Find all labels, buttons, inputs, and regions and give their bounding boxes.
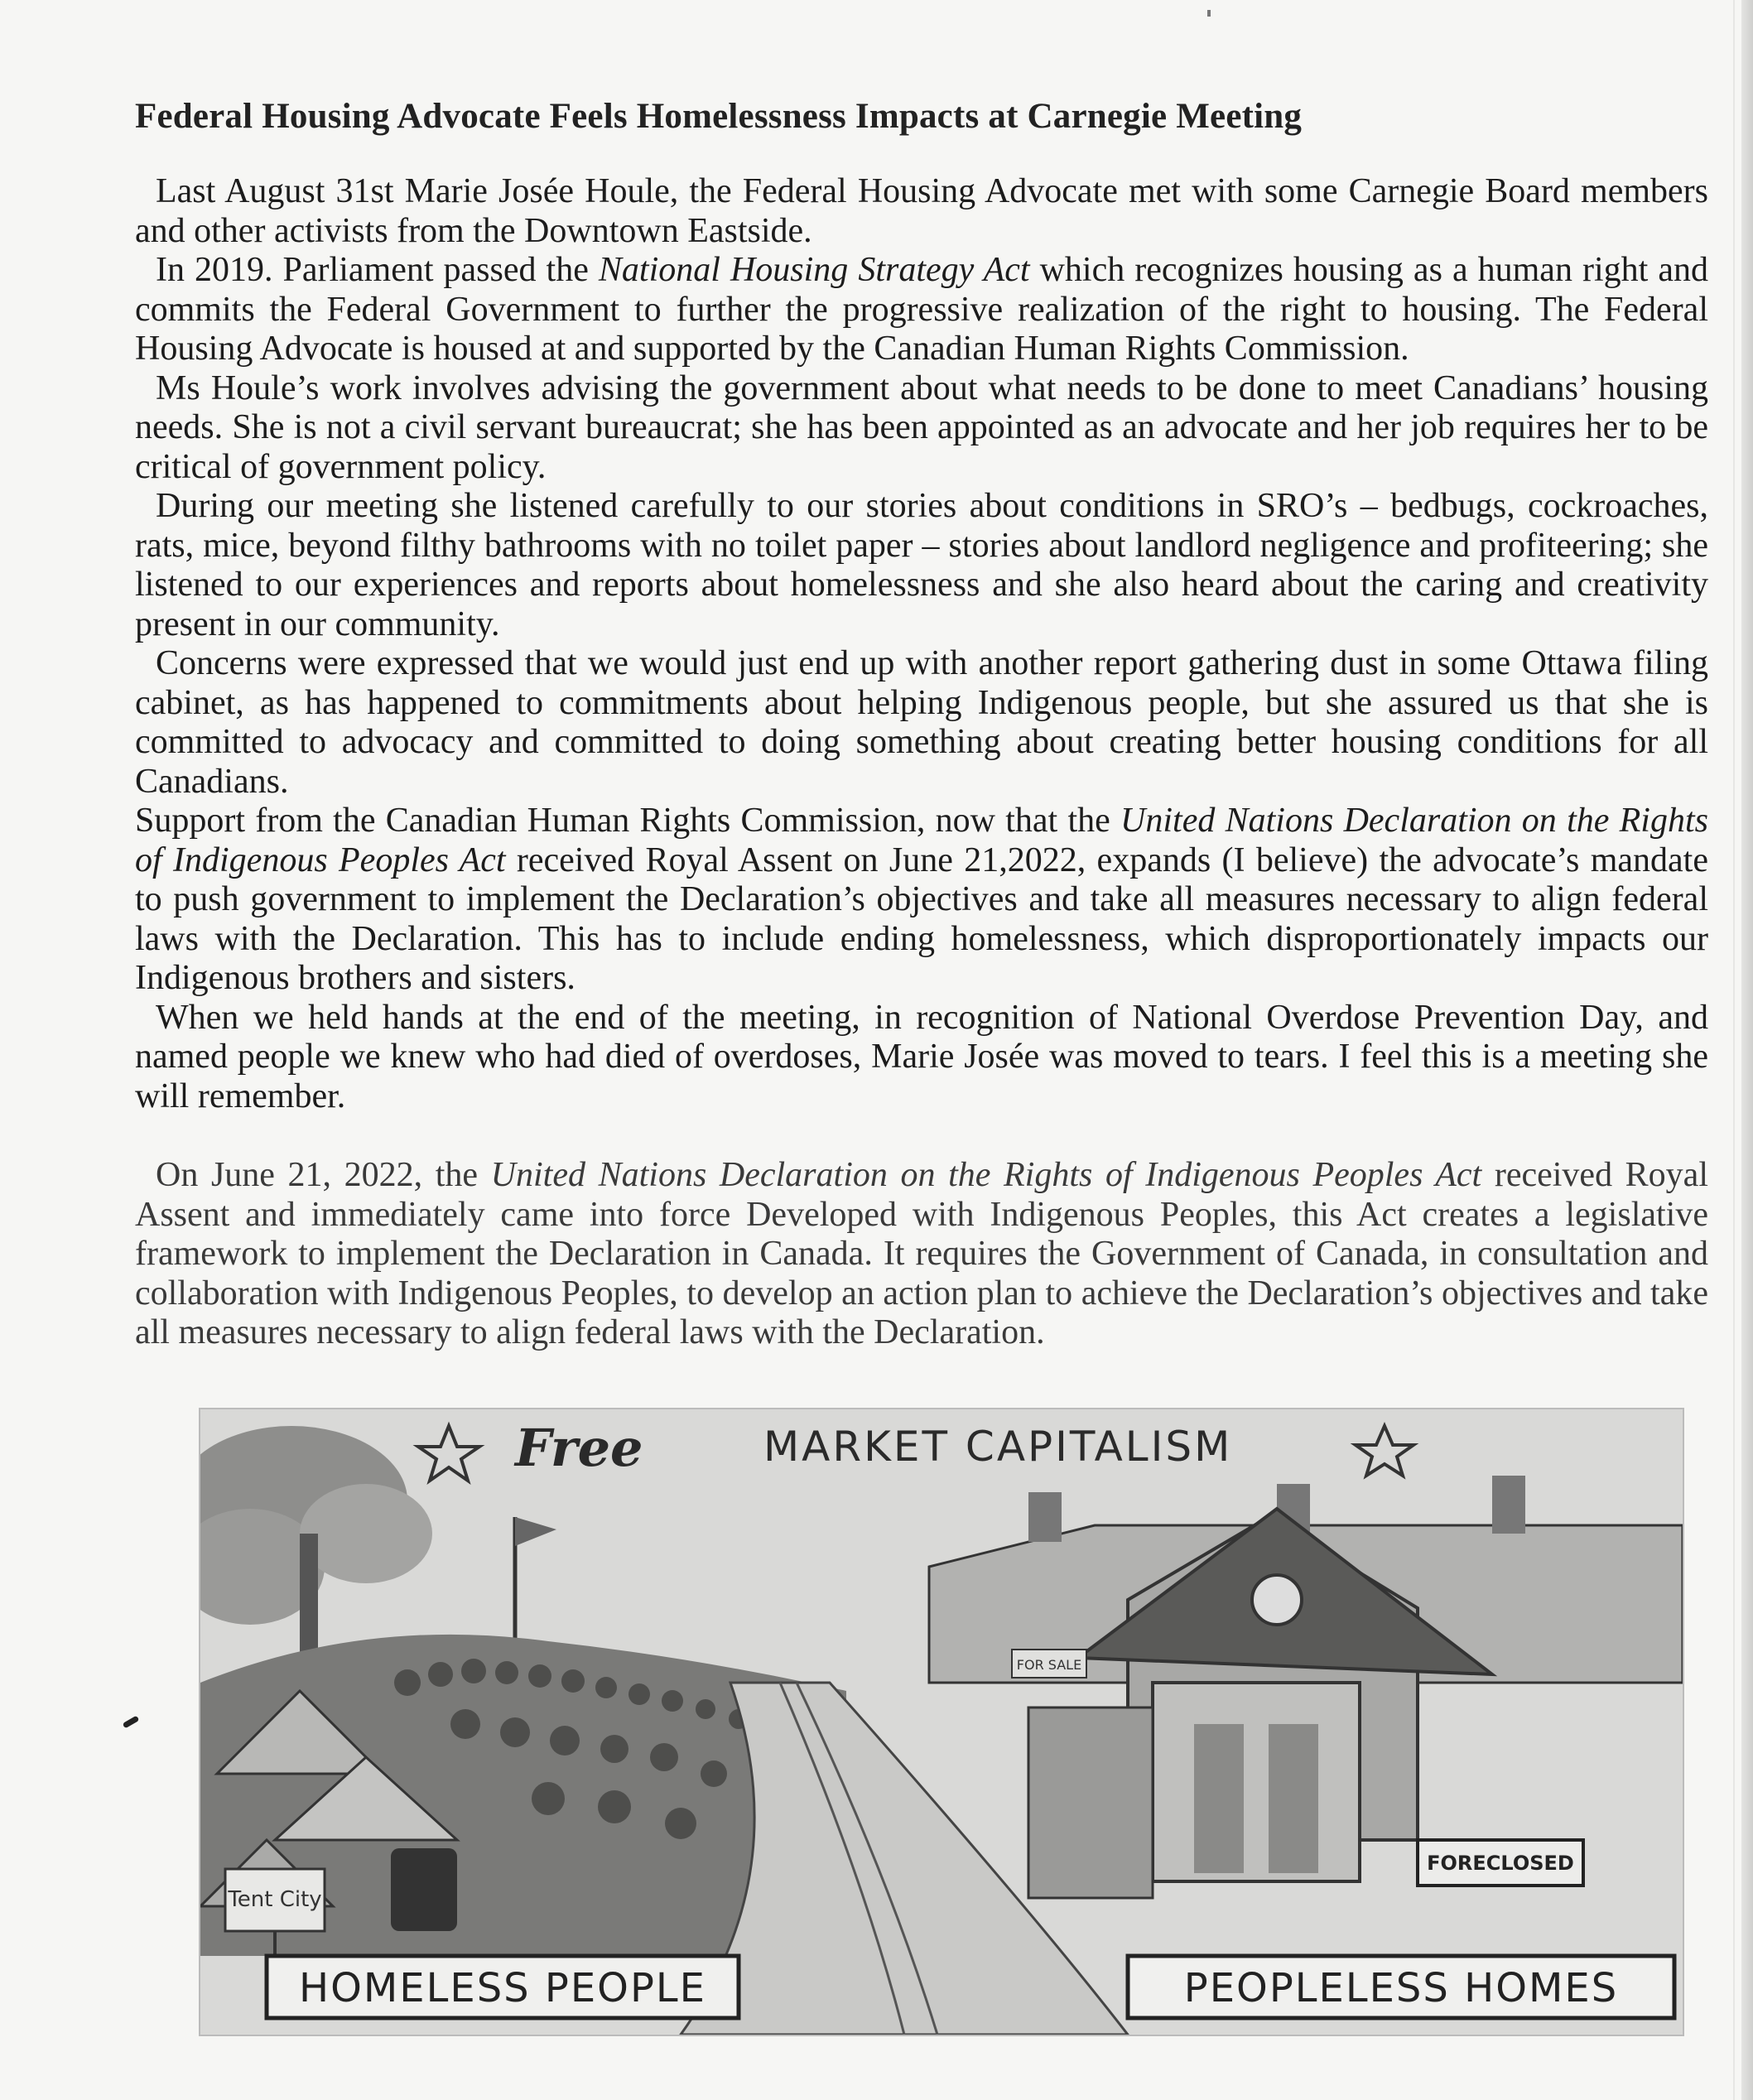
cartoon-title-free: Free [515, 1418, 643, 1478]
paragraph-2 [135, 251, 1708, 369]
cartoon-drawing [200, 1409, 1683, 2035]
peopleless-homes-banner [1128, 1956, 1674, 2018]
paragraph-3: Ms Houle’s work involves advising the government about what needs to be done to meet Canadians’ housing needs. She is not a civil servant bureaucrat; she has been appointed as an advocate and her job requires her to be critical of government policy. [135, 368, 1708, 486]
article-body [135, 172, 1708, 1353]
page-edge [1741, 0, 1753, 2100]
page-edge-line [1733, 0, 1735, 2100]
homeless-people-label: HOMELESS PEOPLE [299, 1965, 706, 2011]
paragraph-7: When we held hands at the end of the meeting, in recognition of National Overdose Prevention Day, and named people we knew who had died of overdoses, Marie Josée was moved to tears. I feel this is a meeting she will remember. [135, 998, 1708, 1115]
paragraph-4: During our meeting she listened carefully to our stories about conditions in SRO’s – bedbugs, cockroaches, rats, mice, beyond filthy bathrooms with no toilet paper – stories about landlord negligence and profiteering; she listened to our experiences and reports about homelessness and she also heard about the caring and creativity present in our community. [135, 487, 1708, 643]
paragraph-8-text-a: On June 21, 2022, the [156, 1156, 491, 1194]
paragraph-6 [135, 802, 1708, 999]
paragraph-2-text-b: which recognizes housing as a human right and commits the Federal Government to further the progressive realization of the right to housing. The Federal Housing Advocate is housed at and supported by the Canadian Human Rights Commission. [135, 251, 1708, 368]
paragraph-2-text-a: In 2019. Parliament passed the [156, 251, 599, 289]
paragraph-5: Concerns were expressed that we would just end up with another report gathering dust in some Ottawa filing cabinet, as has happened to commitments about helping Indigenous people, but she assured us that she is committed to advocacy and committed to doing something about creating better housing conditions for all Canadians. [135, 644, 1708, 801]
for-sale-label: FOR SALE [1016, 1657, 1082, 1673]
paragraph-1: Last August 31st Marie Josée Houle, the Federal Housing Advocate met with some Carnegie Board members and other activists from the Downtown Eastside. [135, 172, 1708, 250]
peopleless-homes-label: PEOPLELESS HOMES [1183, 1965, 1619, 2011]
act-title-undrip-2: United Nations Declaration on the Rights of Indigenous Peoples Act [490, 1156, 1482, 1194]
editorial-cartoon [199, 1408, 1684, 2036]
homeless-people-banner [267, 1956, 739, 2018]
paragraph-8 [135, 1156, 1708, 1353]
paragraph-6-text-b: received Royal Assent on June 21,2022, expands (I believe) the advocate’s mandate to push government to implement the Declaration’s objectives and take all measures necessary to align federal laws with the Declaration. This has to include ending homelessness, which disproportionately impacts our Indigenous brothers and sisters. [135, 840, 1708, 997]
paragraph-8-text-b: received Royal Assent and immediately came into force Developed with Indigenous Peoples, this Act creates a legislative framework to implement the Declaration in Canada. It requires the Government of Canada, in consultation and collaboration with Indigenous Peoples, to develop an action plan to achieve the Declaration’s objectives and take all measures necessary to align federal laws with the Declaration. [135, 1156, 1708, 1351]
scan-mark [123, 1715, 140, 1728]
foreclosed-label: FORECLOSED [1427, 1852, 1574, 1875]
foreclosed-sign [1418, 1840, 1583, 1886]
paragraph-6-text-a: Support from the Canadian Human Rights Commission, now that the [135, 802, 1121, 840]
act-title-undrip: United Nations Declaration on the Rights of Indigenous Peoples Act [135, 802, 1708, 879]
scan-speck [1207, 10, 1211, 17]
act-title-national-housing: National Housing Strategy Act [598, 251, 1030, 289]
for-sale-sign [1012, 1650, 1086, 1678]
paragraph-gap [135, 1116, 1708, 1156]
cartoon-title-market: MARKET CAPITALISM [763, 1423, 1233, 1471]
barrel-drawing [391, 1848, 457, 1931]
article-headline: Federal Housing Advocate Feels Homelessness Impacts at Carnegie Meeting [135, 97, 1303, 136]
tent-city-label: Tent City [228, 1887, 322, 1912]
